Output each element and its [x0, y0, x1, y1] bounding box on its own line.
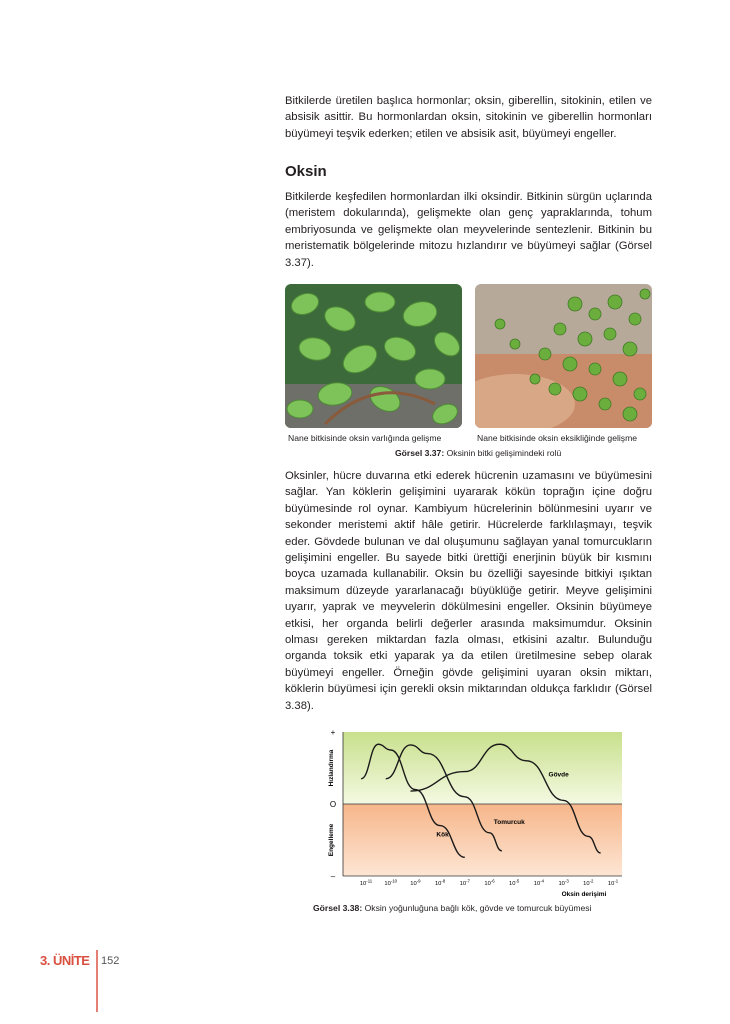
series-label-tomurcuk: Tomurcuk	[493, 819, 525, 827]
photo-right-caption: Nane bitkisinde oksin eksikliğinde gelişme	[477, 433, 638, 443]
x-tick-label: $10^{-4}$	[533, 878, 545, 887]
photo-mint-with-auxin	[285, 284, 462, 428]
unit-label: 3. ÜNİTE	[40, 953, 90, 968]
series-label-kök: Kök	[436, 831, 449, 839]
acceleration-zone	[343, 732, 622, 804]
section-heading-oksin: Oksin	[285, 163, 327, 180]
x-tick-label: $10^{-11}$	[359, 878, 373, 887]
footer-divider	[96, 950, 98, 1012]
y-tick-plus: +	[330, 728, 336, 737]
x-tick-label: $10^{-10}$	[384, 878, 398, 887]
x-tick-label: $10^{-9}$	[410, 878, 421, 887]
x-tick-label: $10^{-2}$	[583, 878, 594, 887]
figure-338-label: Görsel 3.38:	[313, 903, 363, 913]
photo-mint-without-auxin	[475, 284, 652, 428]
figure-337-caption	[395, 448, 561, 458]
y-tick-zero: O	[329, 800, 337, 809]
series-label-gövde: Gövde	[548, 771, 569, 779]
intro-paragraph: Bitkilerde üretilen başlıca hormonlar; oksin, giberellin, sitokinin, etilen ve absisik asittir. Bu hormonlardan oksin, sitokinin ve giberellin hormonları büyümeyi teşvik ederken; etilen ve absisik asit, büyümeyi engeller.	[285, 95, 652, 140]
figure-338-caption	[313, 903, 592, 913]
figure-337-title: Oksinin bitki gelişimindeki rolü	[446, 448, 562, 458]
oksin-intro-paragraph: Bitkilerde keşfedilen hormonlardan ilki oksindir. Bitkinin sürgün uçlarında (meristem dokularında), gelişmekte olan genç yapraklarında, tohum embriyosunda ve gelişmekte olan meyvelerinde sentezlenir. Bitkinin bu meristematik bölgelerinde mitozu hızlandırır ve büyümeyi sağlar (Görsel 3.37).	[285, 191, 652, 269]
y-tick-minus: –	[330, 872, 336, 881]
x-tick-label: $10^{-5}$	[509, 878, 520, 887]
photo-left-caption: Nane bitkisinde oksin varlığında gelişme	[288, 433, 442, 443]
y-label-top: Hızlandırma	[328, 749, 335, 787]
page-number: 152	[101, 955, 120, 967]
figure-337-label: Görsel 3.37:	[395, 448, 445, 458]
auxin-concentration-chart	[322, 728, 622, 898]
x-tick-label: $10^{-3}$	[558, 878, 569, 887]
x-tick-label: $10^{-7}$	[459, 878, 470, 887]
x-axis-label: Oksin derişimi	[561, 891, 607, 898]
y-label-bottom: Engelleme	[328, 823, 335, 857]
figure-338-title: Oksin yoğunluğuna bağlı kök, gövde ve tomurcuk büyümesi	[364, 903, 592, 913]
inhibition-zone	[343, 804, 622, 876]
x-tick-label: $10^{-8}$	[434, 878, 446, 887]
oksin-effects-paragraph: Oksinler, hücre duvarına etki ederek hücrenin uzamasını ve büyümesini sağlar. Yan köklerin gelişimini uyararak kökün toprağın içine doğru büyümesinde rol oynar. Kambiyum hücrelerinin bölünmesini uyarır ve sekonder meristemi aktif hâle getirir. Hücrelerde farklılaşmayı, teşvik eder. Gövdede bulunan ve dal oluşumunu sağlayan yanal tomurcukların gelişimini engeller. Bu sayede bitki ürettiği enerjinin büyük bir kısmını boyca uzamada kullanabilir. Oksin bu özelliği sayesinde bitkiyi ışıktan maksimum düzeyde yararlanacağı büyüklüğe getirir. Meyve gelişimini uyarır, yaprak ve meyvelerin dökülmesini engeller. Oksinin büyümeye etkisi, her organda belirli değerler arasında maksimumdur. Oksinin olması gereken miktardan fazla olması, etkisini azaltır. Bulunduğu organda toksik etki yaparak ya da etilen üretilmesine sebep olarak büyümeyi engeller. Örneğin gövde gelişimini uyaran oksin miktarı, köklerin büyümesi için gerekli oksin miktarından oldukça farklıdır (Görsel 3.38).	[285, 470, 652, 712]
x-tick-label: $10^{-1}$	[607, 878, 619, 887]
x-tick-label: $10^{-6}$	[484, 878, 495, 887]
